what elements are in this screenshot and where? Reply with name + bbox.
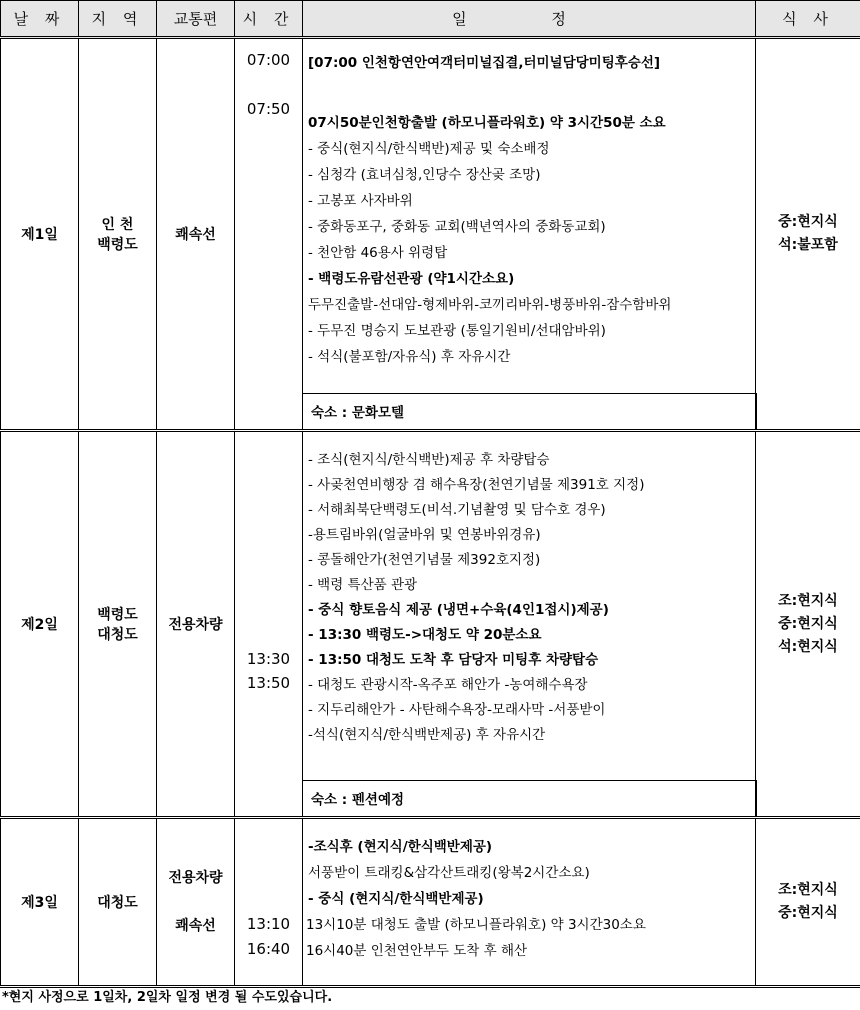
- region-line: 대청도: [97, 895, 138, 911]
- schedule-line: 16시40분 인천연안부두 도착 후 해산: [306, 943, 528, 959]
- header-row: [1, 1, 860, 38]
- day-label: 제2일: [1, 431, 79, 818]
- meal-line: 석:불포함: [778, 237, 838, 253]
- day-label: 제3일: [1, 818, 79, 987]
- header-meals: 식 사: [756, 1, 860, 38]
- schedule-line: - 중식 (현지식/한식백반제공): [308, 891, 484, 907]
- schedule-line: - 중화동포구, 중화동 교회(백년역사의 중화동교회): [308, 219, 606, 235]
- time-value: 13:30: [246, 650, 291, 668]
- stay-box: [303, 393, 757, 430]
- schedule-line: 13시10분 대청도 출발 (하모니플라워호) 약 3시간30소요: [306, 917, 646, 933]
- header-date: 날 짜: [1, 1, 79, 38]
- schedule-line: -조식후 (현지식/한식백반제공): [308, 839, 493, 855]
- time-cell: [235, 818, 303, 987]
- schedule-line: - 조식(현지식/한식백반)제공 후 차량탑승: [308, 452, 550, 468]
- transport-cell: [157, 38, 235, 431]
- schedule-line: - 중식 향토음식 제공 (냉면+수육(4인1접시)제공): [308, 602, 609, 618]
- meals-cell: [756, 818, 860, 987]
- schedule-line: - 심청각 (효녀심청,인당수 장산곶 조망): [308, 167, 541, 183]
- schedule-line: - 고봉포 사자바위: [308, 193, 413, 209]
- meals-cell: [756, 38, 860, 431]
- schedule-line: - 백령도유람선관광 (약1시간소요): [308, 271, 515, 287]
- schedule-line: 두무진출발-선대암-형제바위-코끼리바위-병풍바위-잠수함바위: [308, 297, 672, 313]
- schedule-line: - 중식(현지식/한식백반)제공 및 숙소배정: [308, 141, 550, 157]
- region-cell: [79, 818, 157, 987]
- meal-line: 조:현지식: [778, 882, 838, 898]
- header-schedule: 일 정: [303, 1, 756, 38]
- meal-line: 중:현지식: [778, 214, 838, 230]
- schedule-line: - 사곶천연비행장 겸 해수욕장(천연기념물 제391호 지정): [308, 477, 645, 493]
- transport-line: 전용차량: [168, 617, 223, 633]
- schedule-line: - 13:30 백령도->대청도 약 20분소요: [308, 627, 542, 643]
- day-label: 제1일: [1, 38, 79, 431]
- header-time: 시 간: [235, 1, 303, 38]
- schedule-line: - 백령 특산품 관광: [308, 577, 418, 593]
- schedule-line: 서풍받이 트래킹&삼각산트래킹(왕복2시간소요): [308, 865, 590, 881]
- stay-label: 숙소 : 펜션예정: [311, 792, 405, 808]
- schedule-cell: [303, 818, 756, 987]
- region-line: 대청도: [97, 627, 138, 643]
- schedule-line: -석식(현지식/한식백반제공) 후 자유시간: [308, 727, 546, 743]
- meal-line: 중:현지식: [778, 905, 838, 921]
- region-line: 백령도: [97, 607, 138, 623]
- schedule-line: - 대청도 관광시작-옥주포 해안가 -농여해수욕장: [308, 677, 588, 693]
- day-row-3: [1, 818, 860, 987]
- stay-label: 숙소 : 문화모텔: [311, 405, 405, 421]
- schedule-line: 07시50분인천항출발 (하모니플라워호) 약 3시간50분 소요: [308, 115, 666, 131]
- meals-cell: [756, 431, 860, 818]
- time-value: 07:00: [246, 51, 291, 69]
- transport-line: 쾌속선: [175, 918, 216, 934]
- region-line: 백령도: [97, 237, 138, 253]
- schedule-line: - 콩돌해안가(천연기념물 제392호지정): [308, 552, 541, 568]
- time-value: 07:50: [246, 100, 291, 118]
- time-value: 16:40: [246, 940, 291, 958]
- transport-line: 쾌속선: [175, 227, 216, 243]
- schedule-line: - 두무진 명승지 도보관광 (통일기원비/선대암바위): [308, 323, 606, 339]
- region-line: 인 천: [101, 217, 134, 233]
- transport-cell: [157, 431, 235, 818]
- day-row-2: [1, 431, 860, 818]
- header-region: 지 역: [79, 1, 157, 38]
- meal-line: 조:현지식: [778, 592, 838, 609]
- meal-line: 석:현지식: [778, 638, 838, 655]
- footnote: *현지 사정으로 1일차, 2일차 일정 변경 될 수도있습니다.: [2, 990, 333, 1005]
- transport-line: 전용차량: [168, 870, 223, 886]
- transport-cell: [157, 818, 235, 987]
- meal-line: 중:현지식: [778, 615, 838, 632]
- day-row-1: [1, 38, 860, 431]
- time-cell: [235, 431, 303, 818]
- schedule-cell: [303, 38, 756, 431]
- region-cell: [79, 431, 157, 818]
- schedule-line: [07:00 인천항연안여객터미널집결,터미널담당미팅후승선]: [308, 55, 661, 71]
- header-transport: 교통편: [157, 1, 235, 38]
- schedule-line: - 천안함 46용사 위령탑: [308, 245, 448, 261]
- region-cell: [79, 38, 157, 431]
- schedule-line: - 13:50 대청도 도착 후 담당자 미팅후 차량탑승: [308, 652, 599, 668]
- stay-box: [303, 780, 757, 817]
- schedule-line: - 서해최북단백령도(비석.기념촬영 및 담수호 경우): [308, 502, 606, 518]
- schedule-line: - 석식(불포함/자유식) 후 자유시간: [308, 349, 511, 365]
- time-cell: [235, 38, 303, 431]
- time-value: 13:10: [246, 915, 291, 933]
- time-value: 13:50: [246, 674, 291, 692]
- schedule-cell: [303, 431, 756, 818]
- schedule-line: -용트림바위(얼굴바위 및 연봉바위경유): [308, 527, 541, 543]
- schedule-line: - 지두리해안가 - 사탄해수욕장-모래사막 -서풍받이: [308, 702, 606, 718]
